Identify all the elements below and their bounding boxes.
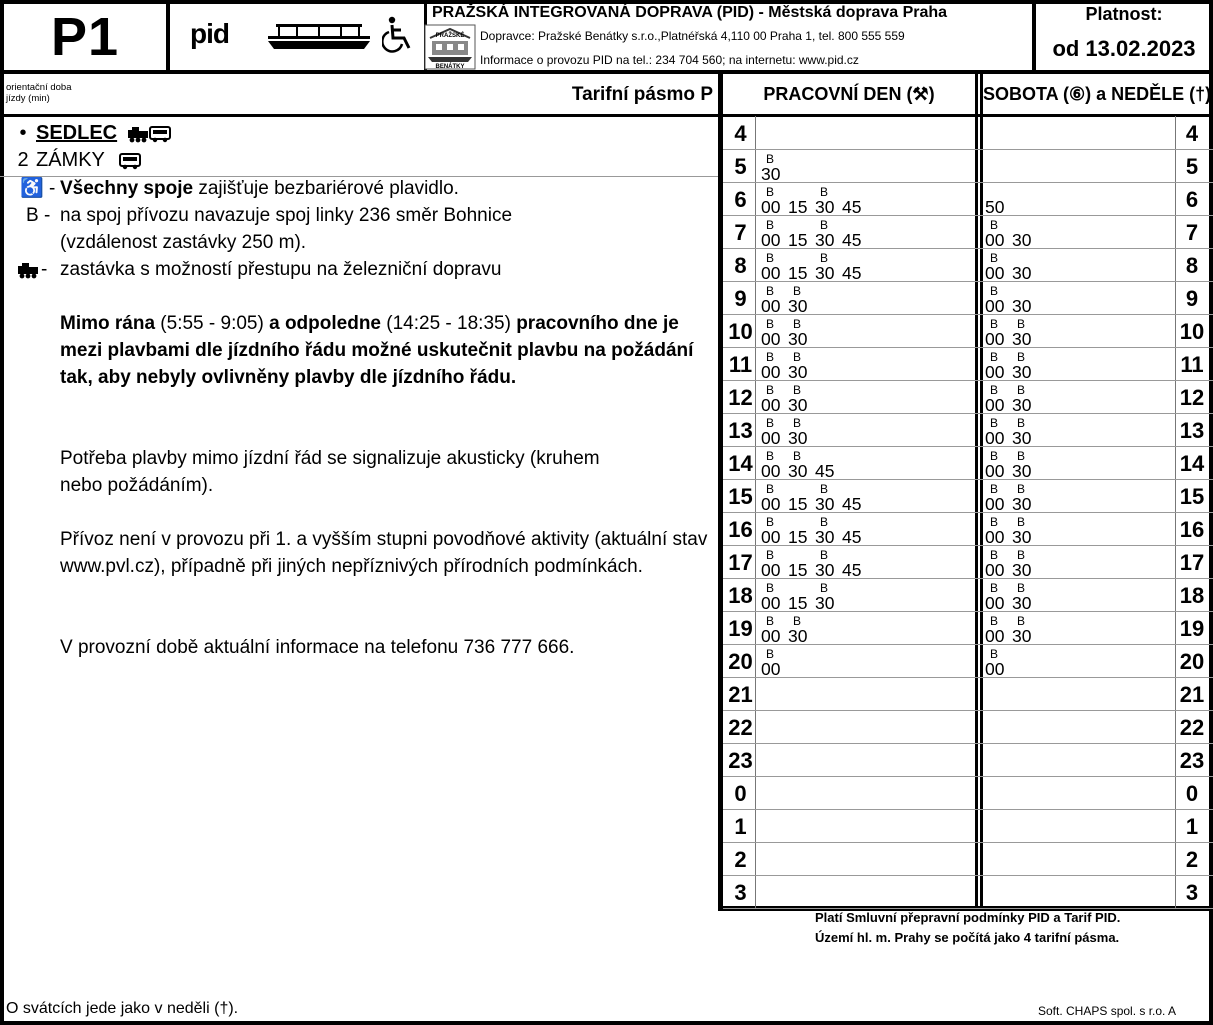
- holiday-note: O svátcích jede jako v neděli (†).: [6, 1000, 239, 1017]
- hour-label: 11: [728, 352, 753, 377]
- weekend-departures: [985, 614, 1039, 646]
- header-sep-1: [166, 0, 170, 72]
- departure-minute: 30 B: [1012, 561, 1039, 579]
- hour-label: 1: [1185, 814, 1199, 839]
- validity-label: Platnost:: [1085, 4, 1163, 24]
- weekend-departures: [985, 548, 1039, 580]
- tt-mid-border-b: [980, 72, 983, 910]
- departure-minute: 00 B: [985, 660, 1012, 678]
- departure-minute: 30: [1012, 296, 1032, 316]
- weekend-departures: [985, 284, 1039, 316]
- departure-minute: 00 B: [985, 429, 1012, 447]
- departure-minute: 30 B: [1012, 363, 1039, 381]
- departure-note: B: [990, 251, 999, 265]
- stop-row-zamky: [10, 149, 141, 172]
- conditions-note: Platí Smluvní přepravní podmínky PID a Tarif PID.: [815, 910, 1121, 925]
- weekend-departures: [985, 647, 1012, 679]
- departure-note: B: [793, 614, 802, 628]
- departure-minute: 30 B: [1012, 462, 1039, 480]
- weekday-departures: [761, 218, 869, 250]
- stop-name: ZÁMKY: [36, 149, 105, 171]
- departure-note: B: [766, 350, 775, 364]
- hour-label: 17: [728, 550, 753, 575]
- departure-minute: 00 B: [761, 495, 788, 513]
- note-b: na spoj přívozu navazuje spoj linky 236 směr Bohnice: [60, 205, 513, 226]
- departure-minute: 00 B: [985, 330, 1012, 348]
- departure-note: B: [1017, 515, 1026, 529]
- departure-minute: 30 B: [788, 429, 815, 447]
- hour-label: 23: [728, 748, 753, 773]
- hour-label: 7: [734, 220, 747, 245]
- note-wheelchair-symbol: ♿ -: [20, 178, 56, 199]
- departure-note: B: [766, 152, 775, 166]
- departure-note: B: [766, 449, 775, 463]
- signal-paragraph: Potřeba plavby mimo jízdní řád se signalizuje akusticky (kruhem nebo požádáním).: [60, 448, 600, 496]
- departure-note: B: [990, 449, 999, 463]
- departure-note: B: [990, 218, 999, 232]
- tt-row-line: [723, 149, 1213, 150]
- hour-label: 19: [1179, 616, 1205, 641]
- note-b-symbol: B -: [26, 205, 51, 226]
- departure-note: B: [793, 317, 802, 331]
- departure-minute: 00 B: [761, 528, 788, 546]
- left-header-divider: [0, 114, 720, 117]
- weekday-departures: [761, 449, 842, 481]
- departure-minute: 00 B: [985, 396, 1012, 414]
- weekend-departures: [985, 449, 1039, 481]
- hour-label: 0: [734, 781, 747, 806]
- departure-note: B: [766, 482, 775, 496]
- departure-minute: 45: [842, 263, 862, 283]
- weekend-header: SOBOTA (⑥) a NEDĚLE (†): [983, 84, 1212, 104]
- svg-text:PRAŽSKÉ: PRAŽSKÉ: [435, 33, 465, 39]
- departure-minute: 30: [1012, 230, 1032, 250]
- stop-name-current: SEDLEC: [36, 122, 118, 144]
- request-sailing-paragraph: Mimo rána (5:55 - 9:05) a odpoledne (14:25 - 18:35) pracovního dne je mezi plavbami dle jízdního řádu možné uskutečnit plavbu na požádání tak, aby nebyly ovlivněny plavby dle jízdního řádu.: [60, 313, 694, 388]
- departure-note: B: [793, 383, 802, 397]
- departure-minute: 00 B: [985, 561, 1012, 579]
- departure-note: B: [1017, 383, 1026, 397]
- departure-minute: 15: [788, 263, 808, 283]
- departure-minute: 30 B: [815, 594, 842, 612]
- weekend-departures: [985, 317, 1039, 349]
- weekend-departures: [985, 515, 1039, 547]
- departure-note: B: [990, 482, 999, 496]
- departure-note: B: [820, 515, 829, 529]
- software-credit: Soft. CHAPS spol. s r.o. A: [1038, 1004, 1177, 1018]
- hour-label: 11: [1180, 352, 1204, 377]
- hour-label: 9: [1185, 286, 1199, 311]
- departure-minute: 30 B: [815, 495, 842, 513]
- departure-note: B: [820, 548, 829, 562]
- departure-minute: 45: [842, 494, 862, 514]
- departure-minute: 00 B: [985, 495, 1012, 513]
- departure-minute: 30 B: [788, 627, 815, 645]
- departure-minute: 00 B: [761, 330, 788, 348]
- train-icon: [17, 261, 39, 279]
- departure-minute: 30 B: [1012, 495, 1039, 513]
- hour-label: 4: [1185, 121, 1199, 146]
- departure-note: B: [1017, 416, 1026, 430]
- departure-minute: 15: [788, 197, 808, 217]
- travel-time-label: orientační doba jízdy (min): [6, 82, 72, 104]
- weekday-departures: [761, 383, 815, 415]
- weekend-departures: [985, 251, 1039, 283]
- hour-label: 8: [1185, 253, 1199, 278]
- org-title: PRAŽSKÁ INTEGROVANÁ DOPRAVA (PID) - Městská doprava Praha: [432, 4, 948, 21]
- departure-minute: 00 B: [761, 396, 788, 414]
- departure-minute: 30 B: [1012, 330, 1039, 348]
- departure-minute: 00 B: [985, 264, 1012, 282]
- departure-note: B: [766, 581, 775, 595]
- weekend-departures: [985, 581, 1039, 613]
- departure-note: B: [1017, 350, 1026, 364]
- pid-logo: pid: [190, 18, 229, 49]
- tt-header-divider: [718, 114, 1213, 117]
- departure-minute: 00 B: [985, 363, 1012, 381]
- hour-label: 22: [1179, 715, 1205, 740]
- hour-label: 0: [1185, 781, 1199, 806]
- weekday-departures: [761, 284, 815, 316]
- departure-minute: 30 B: [815, 561, 842, 579]
- weekday-departures: [761, 515, 869, 547]
- departure-note: B: [793, 284, 802, 298]
- hour-label: 21: [1179, 682, 1205, 707]
- tt-row-line: [723, 809, 1213, 810]
- tariff-zone: Tarifní pásmo P: [571, 84, 713, 105]
- hour-label: 5: [1185, 154, 1199, 179]
- hour-label: 14: [728, 451, 753, 476]
- hour-label: 16: [728, 517, 753, 542]
- departure-minute: 30 B: [788, 330, 815, 348]
- departure-note: B: [766, 515, 775, 529]
- departure-minute: 30 B: [788, 363, 815, 381]
- svg-text:BENÁTKY: BENÁTKY: [435, 64, 465, 70]
- departure-minute: 15: [788, 494, 808, 514]
- departure-note: B: [1017, 317, 1026, 331]
- departure-note: B: [990, 581, 999, 595]
- departure-minute: 30 B: [1012, 528, 1039, 546]
- weekend-departures: [985, 383, 1039, 415]
- note-b-cont: (vzdálenost zastávky 250 m).: [60, 232, 307, 253]
- weekday-departures: [761, 350, 815, 382]
- departure-note: B: [766, 317, 775, 331]
- hour-label: 13: [1179, 418, 1205, 443]
- tt-row-line: [723, 710, 1213, 711]
- departure-minute: 30 B: [761, 165, 788, 183]
- note-train: zastávka s možností přestupu na železniční dopravu: [60, 259, 502, 280]
- hour-label: 12: [728, 385, 753, 410]
- departure-note: B: [1017, 449, 1026, 463]
- departure-minute: 30 B: [815, 528, 842, 546]
- stop-time: 2: [17, 149, 29, 171]
- tt-row-line: [723, 743, 1213, 744]
- hour-label: 7: [1185, 220, 1199, 245]
- departure-minute: 45: [842, 197, 862, 217]
- tt-row-line: [723, 182, 1213, 183]
- hour-label: 14: [1179, 451, 1205, 476]
- departure-minute: 00 B: [761, 660, 788, 678]
- departure-note: B: [990, 284, 999, 298]
- departure-note: B: [1017, 548, 1026, 562]
- hour-label: 20: [728, 649, 753, 674]
- departure-minute: 15: [788, 593, 808, 613]
- departure-note: B: [990, 416, 999, 430]
- departure-minute: 15: [788, 560, 808, 580]
- departure-minute: 00 B: [761, 198, 788, 216]
- departure-minute: 00 B: [985, 528, 1012, 546]
- departure-note: B: [766, 614, 775, 628]
- hour-label: 6: [1185, 187, 1199, 212]
- departure-note: B: [766, 383, 775, 397]
- hour-label: 8: [734, 253, 747, 278]
- hour-label: 2: [1185, 847, 1199, 872]
- departure-minute: 00 B: [761, 429, 788, 447]
- departure-note: B: [1017, 482, 1026, 496]
- departure-note: B: [990, 317, 999, 331]
- weekday-departures: [761, 251, 869, 283]
- hour-label: 15: [1179, 484, 1205, 509]
- weekday-departures: [761, 317, 815, 349]
- validity-date: od 13.02.2023: [1052, 36, 1196, 61]
- departure-minute: 30 B: [788, 297, 815, 315]
- departure-minute: 45: [842, 560, 862, 580]
- departure-note: B: [990, 515, 999, 529]
- departure-minute: 00 B: [985, 462, 1012, 480]
- hour-label: 9: [734, 286, 747, 311]
- departure-minute: 00 B: [761, 264, 788, 282]
- departure-note: B: [766, 185, 775, 199]
- hour-label: 16: [1179, 517, 1205, 542]
- departure-minute: 30 B: [1012, 396, 1039, 414]
- weekday-departures: [761, 152, 788, 184]
- departure-note: B: [820, 185, 829, 199]
- hour-label: 20: [1179, 649, 1205, 674]
- departure-minute: 00 B: [761, 462, 788, 480]
- phone-paragraph: V provozní době aktuální informace na telefonu 736 777 666.: [60, 637, 575, 658]
- tt-row-line: [723, 776, 1213, 777]
- tt-left-border: [718, 72, 723, 910]
- departure-minute: 30 B: [788, 462, 815, 480]
- tt-row-line: [723, 842, 1213, 843]
- info-line: Informace o provozu PID na tel.: 234 704 560; na internetu: www.pid.cz: [480, 53, 859, 67]
- departure-minute: 00 B: [761, 297, 788, 315]
- hour-label: 21: [728, 682, 753, 707]
- hour-label: 15: [728, 484, 753, 509]
- departure-minute: 00 B: [761, 363, 788, 381]
- hour-label: 10: [728, 319, 753, 344]
- departure-note: B: [820, 482, 829, 496]
- company-emblem: [424, 24, 476, 70]
- departure-note: B: [990, 614, 999, 628]
- weekday-departures: [761, 185, 869, 217]
- bus-icon: [119, 152, 141, 170]
- departure-minute: 00 B: [761, 231, 788, 249]
- departure-note: B: [766, 647, 775, 661]
- weekday-departures: [761, 647, 788, 679]
- ferry-icon: [266, 22, 372, 50]
- weekend-departures: [985, 218, 1039, 250]
- hour-label: 23: [1179, 748, 1205, 773]
- departure-minute: 00 B: [761, 561, 788, 579]
- departure-note: B: [990, 548, 999, 562]
- departure-minute: 30: [1012, 263, 1032, 283]
- departure-note: B: [766, 548, 775, 562]
- departure-note: B: [793, 449, 802, 463]
- hour-label: 3: [734, 880, 747, 905]
- departure-note: B: [766, 251, 775, 265]
- departure-note: B: [820, 251, 829, 265]
- hour-label: 19: [728, 616, 753, 641]
- hour-label: 10: [1179, 319, 1205, 344]
- departure-minute: 45: [842, 230, 862, 250]
- departure-minute: 30 B: [1012, 594, 1039, 612]
- departure-minute: 45: [842, 527, 862, 547]
- weekend-departures: [985, 416, 1039, 448]
- tt-row-line: [723, 875, 1213, 876]
- departure-note: B: [990, 647, 999, 661]
- departure-note: B: [990, 350, 999, 364]
- departure-note: B: [766, 218, 775, 232]
- departure-note: B: [1017, 614, 1026, 628]
- hour-label: 3: [1185, 880, 1199, 905]
- departure-note: B: [793, 350, 802, 364]
- weekend-departures: [985, 198, 1012, 216]
- weekday-departures: [761, 614, 815, 646]
- departure-note: B: [820, 581, 829, 595]
- flood-paragraph: Přívoz není v provozu při 1. a vyšším stupni povodňové aktivity (aktuální stav www.pvl.cz), případně při jiných nepříznivých přírodních podmínkách.: [60, 529, 708, 577]
- hour-label: 6: [734, 187, 747, 212]
- bus-icon: [149, 125, 171, 143]
- hour-label: 4: [734, 121, 747, 146]
- departure-minute: 30 B: [815, 264, 842, 282]
- tt-mid-border-a: [975, 72, 978, 910]
- departure-minute: 00 B: [761, 627, 788, 645]
- departure-minute: 30 B: [788, 396, 815, 414]
- hour-label: 22: [728, 715, 753, 740]
- departure-minute: 30 B: [815, 231, 842, 249]
- departure-minute: 30 B: [1012, 627, 1039, 645]
- departure-minute: 00 B: [985, 231, 1012, 249]
- departure-note: B: [1017, 581, 1026, 595]
- stop-time: •: [19, 122, 27, 144]
- weekend-departures: [985, 482, 1039, 514]
- departure-minute: 00 B: [761, 594, 788, 612]
- wheelchair-icon: ♿: [20, 178, 44, 199]
- departure-note: B: [793, 416, 802, 430]
- departure-minute: 15: [788, 527, 808, 547]
- hour-label: 18: [728, 583, 753, 608]
- hour-label: 2: [734, 847, 747, 872]
- departure-minute: 00 B: [985, 627, 1012, 645]
- tt-row-line: [723, 677, 1213, 678]
- wheelchair-icon: [382, 16, 416, 54]
- zones-note: Území hl. m. Prahy se počítá jako 4 tarifní pásma.: [815, 930, 1120, 945]
- hour-label: 18: [1179, 583, 1205, 608]
- tt-row-line: [723, 908, 1213, 909]
- weekday-departures: [761, 581, 842, 613]
- weekday-header: PRACOVNÍ DEN (⚒): [763, 84, 935, 104]
- departure-minute: 45: [815, 461, 835, 481]
- carrier-info: Dopravce: Pražské Benátky s.r.o.,Platnéřská 4,110 00 Praha 1, tel. 800 555 559: [480, 29, 905, 43]
- line-number: P1: [50, 7, 120, 67]
- header-sep-3: [1032, 0, 1036, 72]
- departure-note: B: [990, 383, 999, 397]
- note-wheelchair: Všechny spoje zajišťuje bezbariérové plavidlo.: [60, 178, 459, 199]
- hour-label: 13: [728, 418, 753, 443]
- hour-label: 17: [1179, 550, 1205, 575]
- departure-minute: 30 B: [1012, 429, 1039, 447]
- weekday-departures: [761, 548, 869, 580]
- weekend-departures: [985, 350, 1039, 382]
- departure-minute: 00 B: [985, 594, 1012, 612]
- departure-minute: 15: [788, 230, 808, 250]
- departure-note: B: [766, 284, 775, 298]
- weekday-departures: [761, 482, 869, 514]
- train-icon: [127, 125, 149, 143]
- stop-row-sedlec: [10, 122, 171, 145]
- departure-minute: 00 B: [985, 297, 1012, 315]
- weekday-departures: [761, 416, 815, 448]
- note-train-symbol: -: [17, 256, 47, 283]
- hour-label: 12: [1179, 385, 1205, 410]
- departure-minute: 30 B: [815, 198, 842, 216]
- departure-note: B: [766, 416, 775, 430]
- hour-label: 5: [734, 154, 747, 179]
- departure-note: B: [820, 218, 829, 232]
- hour-label: 1: [734, 814, 747, 839]
- departure-minute: 50: [985, 197, 1005, 217]
